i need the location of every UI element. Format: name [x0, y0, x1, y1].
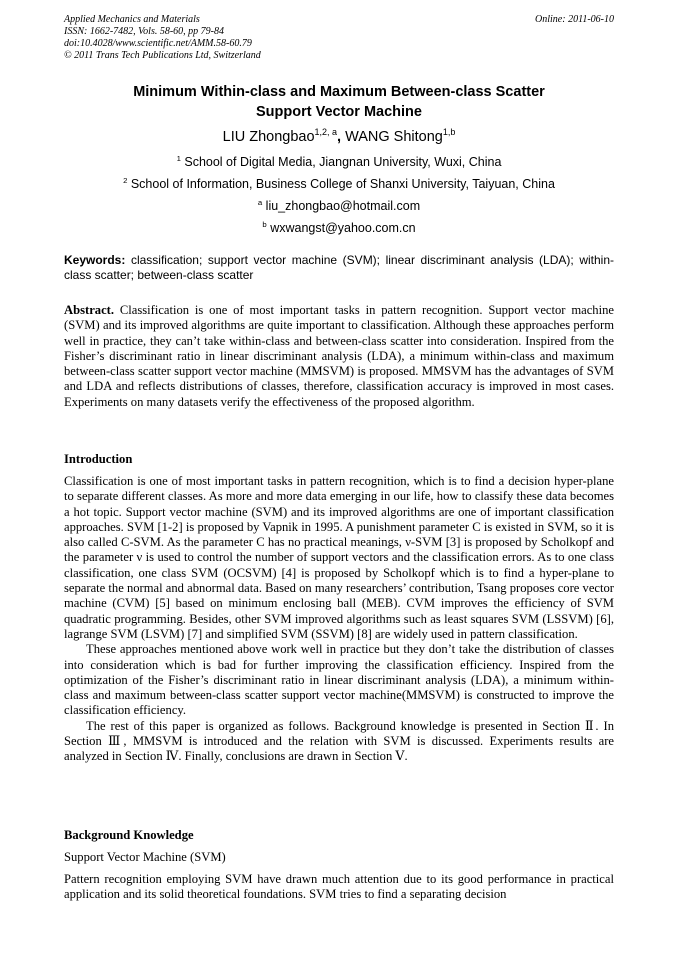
author-line	[64, 128, 614, 146]
introduction-heading: Introduction	[64, 452, 133, 466]
background-heading: Background Knowledge	[64, 828, 194, 842]
keywords-text: classification; support vector machine (SVM); linear discriminant analysis (LDA); within-class scatter; between-class scatter	[64, 253, 614, 282]
author-2-sup: 1,b	[442, 127, 456, 138]
author-1-name: LIU Zhongbao	[222, 129, 315, 145]
abstract-label: Abstract.	[64, 303, 115, 317]
keywords	[64, 253, 614, 283]
affiliation-2-sup: 2	[123, 175, 128, 185]
copyright-line: © 2011 Trans Tech Publications Ltd, Switzerland	[64, 50, 261, 61]
author-1-sup: 1,2, a	[314, 127, 338, 138]
introduction-paragraph-2: These approaches mentioned above work well in practice but they don’t take the distribution of classes into consideration which is bad for further improving the classification efficiency. Inspired from the optimization of the Fisher’s discriminant ratio in linear discriminant analysis (LDA), a minimum within-class and maximum between-class scatter support vector machine(MMSVM) is constructed to improve the classification efficiency.	[64, 642, 614, 718]
email-2-sup: b	[262, 219, 267, 229]
title-line-1: Minimum Within-class and Maximum Between-class Scatter	[133, 84, 545, 100]
affiliation-1-sup: 1	[176, 153, 181, 163]
affiliation-1	[64, 154, 614, 170]
author-2-name: WANG Shitong	[341, 129, 443, 145]
abstract	[64, 303, 614, 410]
abstract-text: Classification is one of most important tasks in pattern recognition. Support vector machine (SVM) and its improved algorithms are quite important to classification. Although these approaches perform well in practice, they can’t take within-class and between-class scatter into consideration. Inspired from the Fisher’s discriminant ratio in linear discriminant analysis (LDA), a minimum within-class and maximum between-class scatter support vector machine (MMSVM) is proposed. MMSVM has the advantages of SVM and LDA and reflects distributions of classes, therefore, classification accuracy is improved in most cases. Experiments on many datasets verify the effectiveness of the proposed algorithm.	[64, 303, 614, 409]
issn-line: ISSN: 1662-7482, Vols. 58-60, pp 79-84	[64, 26, 224, 37]
introduction-paragraph-1: Classification is one of most important tasks in pattern recognition, which is to find a decision hyper-plane to separate different classes. As more and more data emerging in our life, how to classify these data becomes a hot topic. Support vector machine (SVM) and its improved algorithms are one of important classification approaches. SVM [1-2] is proposed by Vapnik in 1995. A punishment parameter C is existed in SVM, so it is also called C-SVM. As the parameter C has no practical meanings, ν-SVM [3] is proposed by Scholkopf and the parameter ν is used to control the number of support vectors and the classification errors. As to one class classification, one class SVM (OCSVM) [4] is proposed by Scholkopf which is to find a hyper-plane to separate the normal and abnormal data. Based on many researchers’ contribution, Tsang proposes core vector machine (CVM) [5] based on minimum enclosing ball (MEB). CVM improves the efficiency of SVM quadratic programming. Besides, other SVM improved algorithms such as least squares SVM (LSSVM) [6], lagrange SVM (LSVM) [7] and simplified SVM (SSVM) [8] are widely used in pattern classification.	[64, 474, 614, 641]
journal-header	[64, 14, 261, 62]
journal-name: Applied Mechanics and Materials	[64, 14, 200, 25]
affiliation-1-text: School of Digital Media, Jiangnan University, Wuxi, China	[180, 155, 502, 169]
title-line-2: Support Vector Machine	[256, 104, 422, 120]
email-1	[64, 198, 614, 214]
affiliation-2	[64, 176, 614, 192]
online-date: Online: 2011-06-10	[535, 14, 614, 25]
introduction-body	[64, 474, 614, 765]
affiliation-2-text: School of Information, Business College of Shanxi University, Taiyuan, China	[127, 177, 555, 191]
email-1-text: liu_zhongbao@hotmail.com	[262, 199, 421, 213]
keywords-label: Keywords:	[64, 253, 126, 267]
doi-line: doi:10.4028/www.scientific.net/AMM.58-60.79	[64, 38, 252, 49]
email-2	[64, 220, 614, 236]
email-1-sup: a	[257, 197, 263, 207]
background-body	[64, 872, 614, 903]
email-2-text: wxwangst@yahoo.com.cn	[266, 221, 416, 235]
author-separator: ,	[337, 129, 342, 145]
background-paragraph-1: Pattern recognition employing SVM have drawn much attention due to its good performance in practical application and its solid theoretical foundations. SVM tries to find a separating decision	[64, 872, 614, 902]
svm-subheading: Support Vector Machine (SVM)	[64, 850, 226, 864]
paper-title	[64, 82, 614, 122]
introduction-paragraph-3: The rest of this paper is organized as follows. Background knowledge is presented in Section Ⅱ. In Section Ⅲ, MMSVM is introduced and the relation with SVM is discussed. Experiments results are analyzed in Section Ⅳ. Finally, conclusions are drawn in Section Ⅴ.	[64, 718, 614, 764]
